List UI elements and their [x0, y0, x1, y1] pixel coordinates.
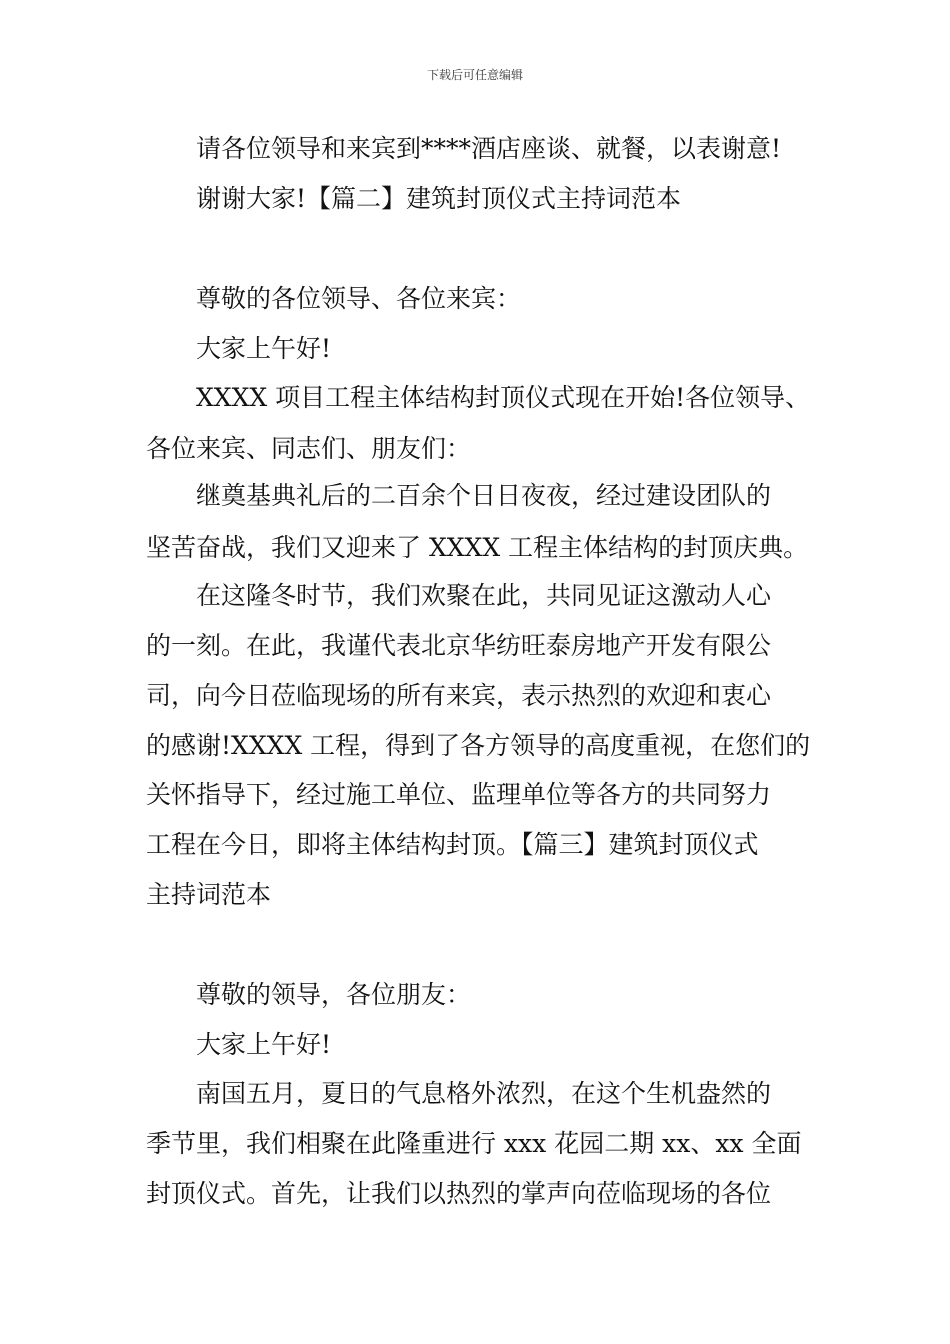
text-line: 各位来宾、同志们、朋友们：	[146, 434, 472, 463]
page-header-note: 下载后可任意编辑	[426, 68, 523, 82]
text-line: 封顶仪式。首先，让我们以热烈的掌声向莅临现场的各位	[146, 1179, 772, 1208]
text-line: 尊敬的各位领导、各位来宾：	[196, 284, 522, 313]
text-line: 南国五月，夏日的气息格外浓烈，在这个生机盎然的	[196, 1079, 772, 1108]
text-line: 的一刻。在此，我谨代表北京华纺旺泰房地产开发有限公	[146, 631, 772, 660]
text-line: 的感谢!XXXX 工程，得到了各方领导的高度重视，在您们的	[146, 731, 811, 760]
text-line: 坚苦奋战，我们又迎来了 XXXX 工程主体结构的封顶庆典。	[146, 533, 809, 562]
text-line: 尊敬的领导，各位朋友：	[196, 980, 472, 1009]
text-line: 请各位领导和来宾到****酒店座谈、就餐，以表谢意!	[196, 134, 782, 163]
text-line: 司，向今日莅临现场的所有来宾，表示热烈的欢迎和衷心	[146, 681, 772, 710]
text-line: 在这隆冬时节，我们欢聚在此，共同见证这激动人心	[196, 581, 772, 610]
text-line: 主持词范本	[146, 880, 272, 909]
text-line: 工程在今日，即将主体结构封顶。【篇三】建筑封顶仪式	[146, 830, 759, 859]
text-line: 季节里，我们相聚在此隆重进行 xxx 花园二期 xx、xx 全面	[146, 1129, 802, 1158]
text-line: 大家上午好!	[196, 1030, 332, 1059]
text-line: 大家上午好!	[196, 334, 332, 363]
text-line: 谢谢大家!【篇二】建筑封顶仪式主持词范本	[196, 184, 682, 213]
text-line: 关怀指导下，经过施工单位、监理单位等各方的共同努力	[146, 780, 772, 809]
text-line: XXXX 项目工程主体结构封顶仪式现在开始!各位领导、	[196, 383, 811, 412]
text-line: 继奠基典礼后的二百余个日日夜夜，经过建设团队的	[196, 481, 772, 510]
